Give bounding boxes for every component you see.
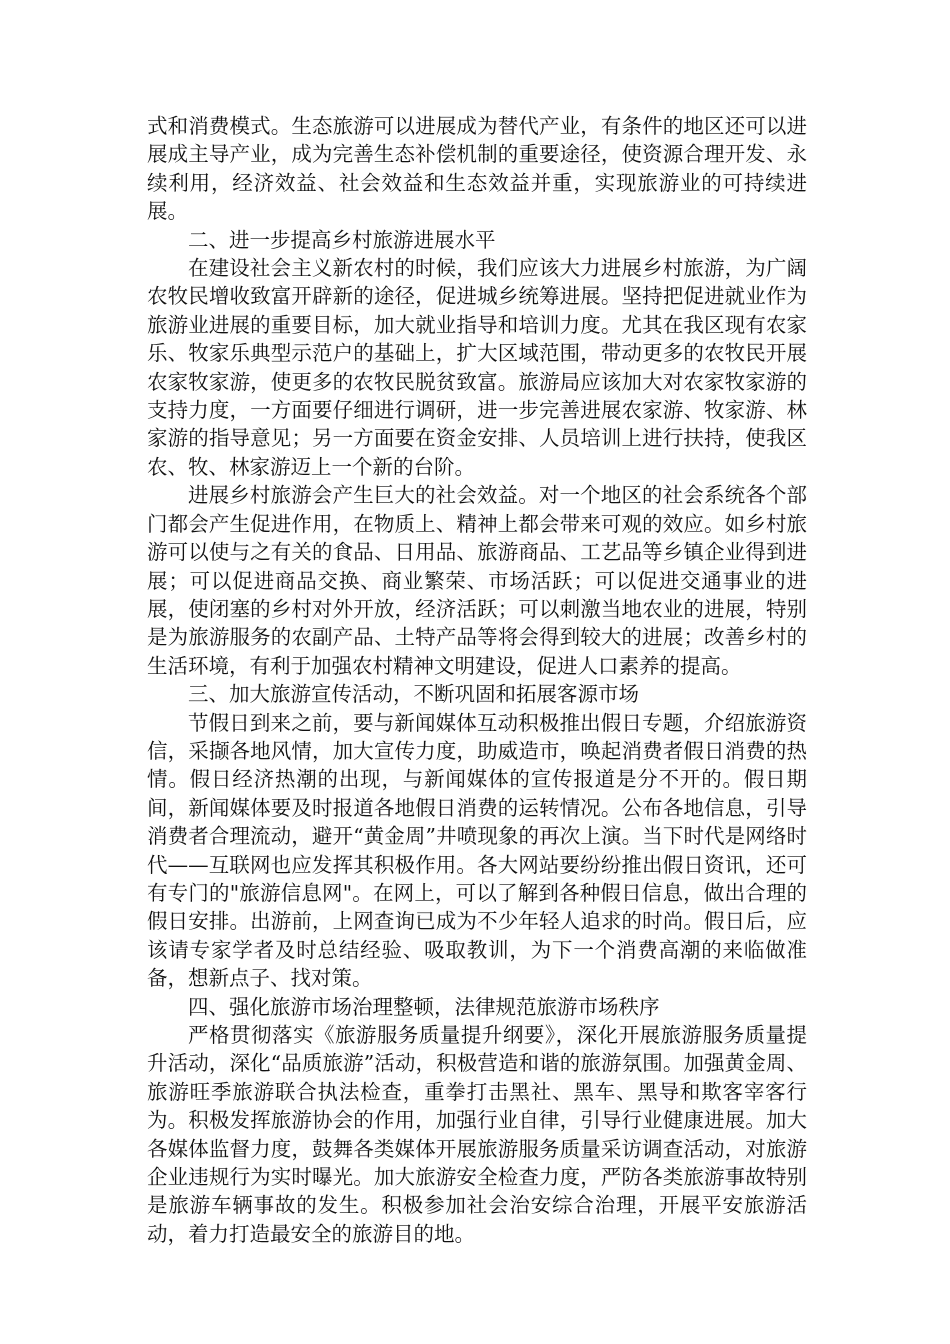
body-paragraph: 严格贯彻落实《旅游服务质量提升纲要》，深化开展旅游服务质量提升活动，深化“品质旅游”活动，积极营造和谐的旅游氛围。加强黄金周、旅游旺季旅游联合执法检查，重拳打击黑社、黑车、黑导和欺客宰客行为。积极发挥旅游协会的作用，加强行业自律，引导行业健康进展。加大各媒体监督力度，鼓舞各类媒体开展旅游服务质量采访调查活动，对旅游企业违规行为实时曝光。加大旅游安全检查力度，严防各类旅游事故特别是旅游车辆事故的发生。积极参加社会治安综合治理，开展平安旅游活动，着力打造最安全的旅游目的地。: [147, 1023, 807, 1246]
document-body: [147, 112, 807, 1248]
body-paragraph: 进展乡村旅游会产生巨大的社会效益。对一个地区的社会系统各个部门都会产生促进作用，在物质上、精神上都会带来可观的效应。如乡村旅游可以使与之有关的食品、日用品、旅游商品、工艺品等乡镇企业得到进展；可以促进商品交换、商业繁荣、市场活跃；可以促进交通事业的进展，使闭塞的乡村对外开放，经济活跃；可以刺激当地农业的进展，特别是为旅游服务的农副产品、土特产品等将会得到较大的进展；改善乡村的生活环境，有利于加强农村精神文明建设，促进人口素养的提高。: [147, 483, 807, 678]
section-heading: 三、加大旅游宣传活动，不断巩固和拓展客源市场: [188, 682, 639, 707]
section-heading: 四、强化旅游市场治理整顿，法律规范旅游市场秩序: [188, 994, 660, 1019]
body-paragraph: 节假日到来之前，要与新闻媒体互动积极推出假日专题，介绍旅游资信，采撷各地风情，加大宣传力度，助威造市，唤起消费者假日消费的热情。假日经济热潮的出现，与新闻媒体的宣传报道是分不开的。假日期间，新闻媒体要及时报道各地假日消费的运转情况。公布各地信息，引导消费者合理流动，避开“黄金周”井喷现象的再次上演。当下时代是网络时代——互联网也应发挥其积极作用。各大网站要纷纷推出假日资讯，还可有专门的"旅游信息网"。在网上，可以了解到各种假日信息，做出合理的假日安排。出游前，上网查询已成为不少年轻人追求的时尚。假日后，应该请专家学者及时总结经验、吸取教训，为下一个消费高潮的来临做准备，想新点子、找对策。: [147, 710, 807, 991]
body-paragraph: 在建设社会主义新农村的时候，我们应该大力进展乡村旅游，为广阔农牧民增收致富开辟新的途径，促进城乡统筹进展。坚持把促进就业作为旅游业进展的重要目标，加大就业指导和培训力度。尤其在我区现有农家乐、牧家乐典型示范户的基础上，扩大区域范围，带动更多的农牧民开展农家牧家游，使更多的农牧民脱贫致富。旅游局应该加大对农家牧家游的支持力度，一方面要仔细进行调研，进一步完善进展农家游、牧家游、林家游的指导意见；另一方面要在资金安排、人员培训上进行扶持，使我区农、牧、林家游迈上一个新的台阶。: [147, 256, 807, 479]
body-paragraph: 式和消费模式。生态旅游可以进展成为替代产业，有条件的地区还可以进展成主导产业，成为完善生态补偿机制的重要途径，使资源合理开发、永续利用，经济效益、社会效益和生态效益并重，实现旅游业的可持续进展。: [147, 114, 807, 224]
section-heading: 二、进一步提高乡村旅游进展水平: [188, 227, 496, 252]
